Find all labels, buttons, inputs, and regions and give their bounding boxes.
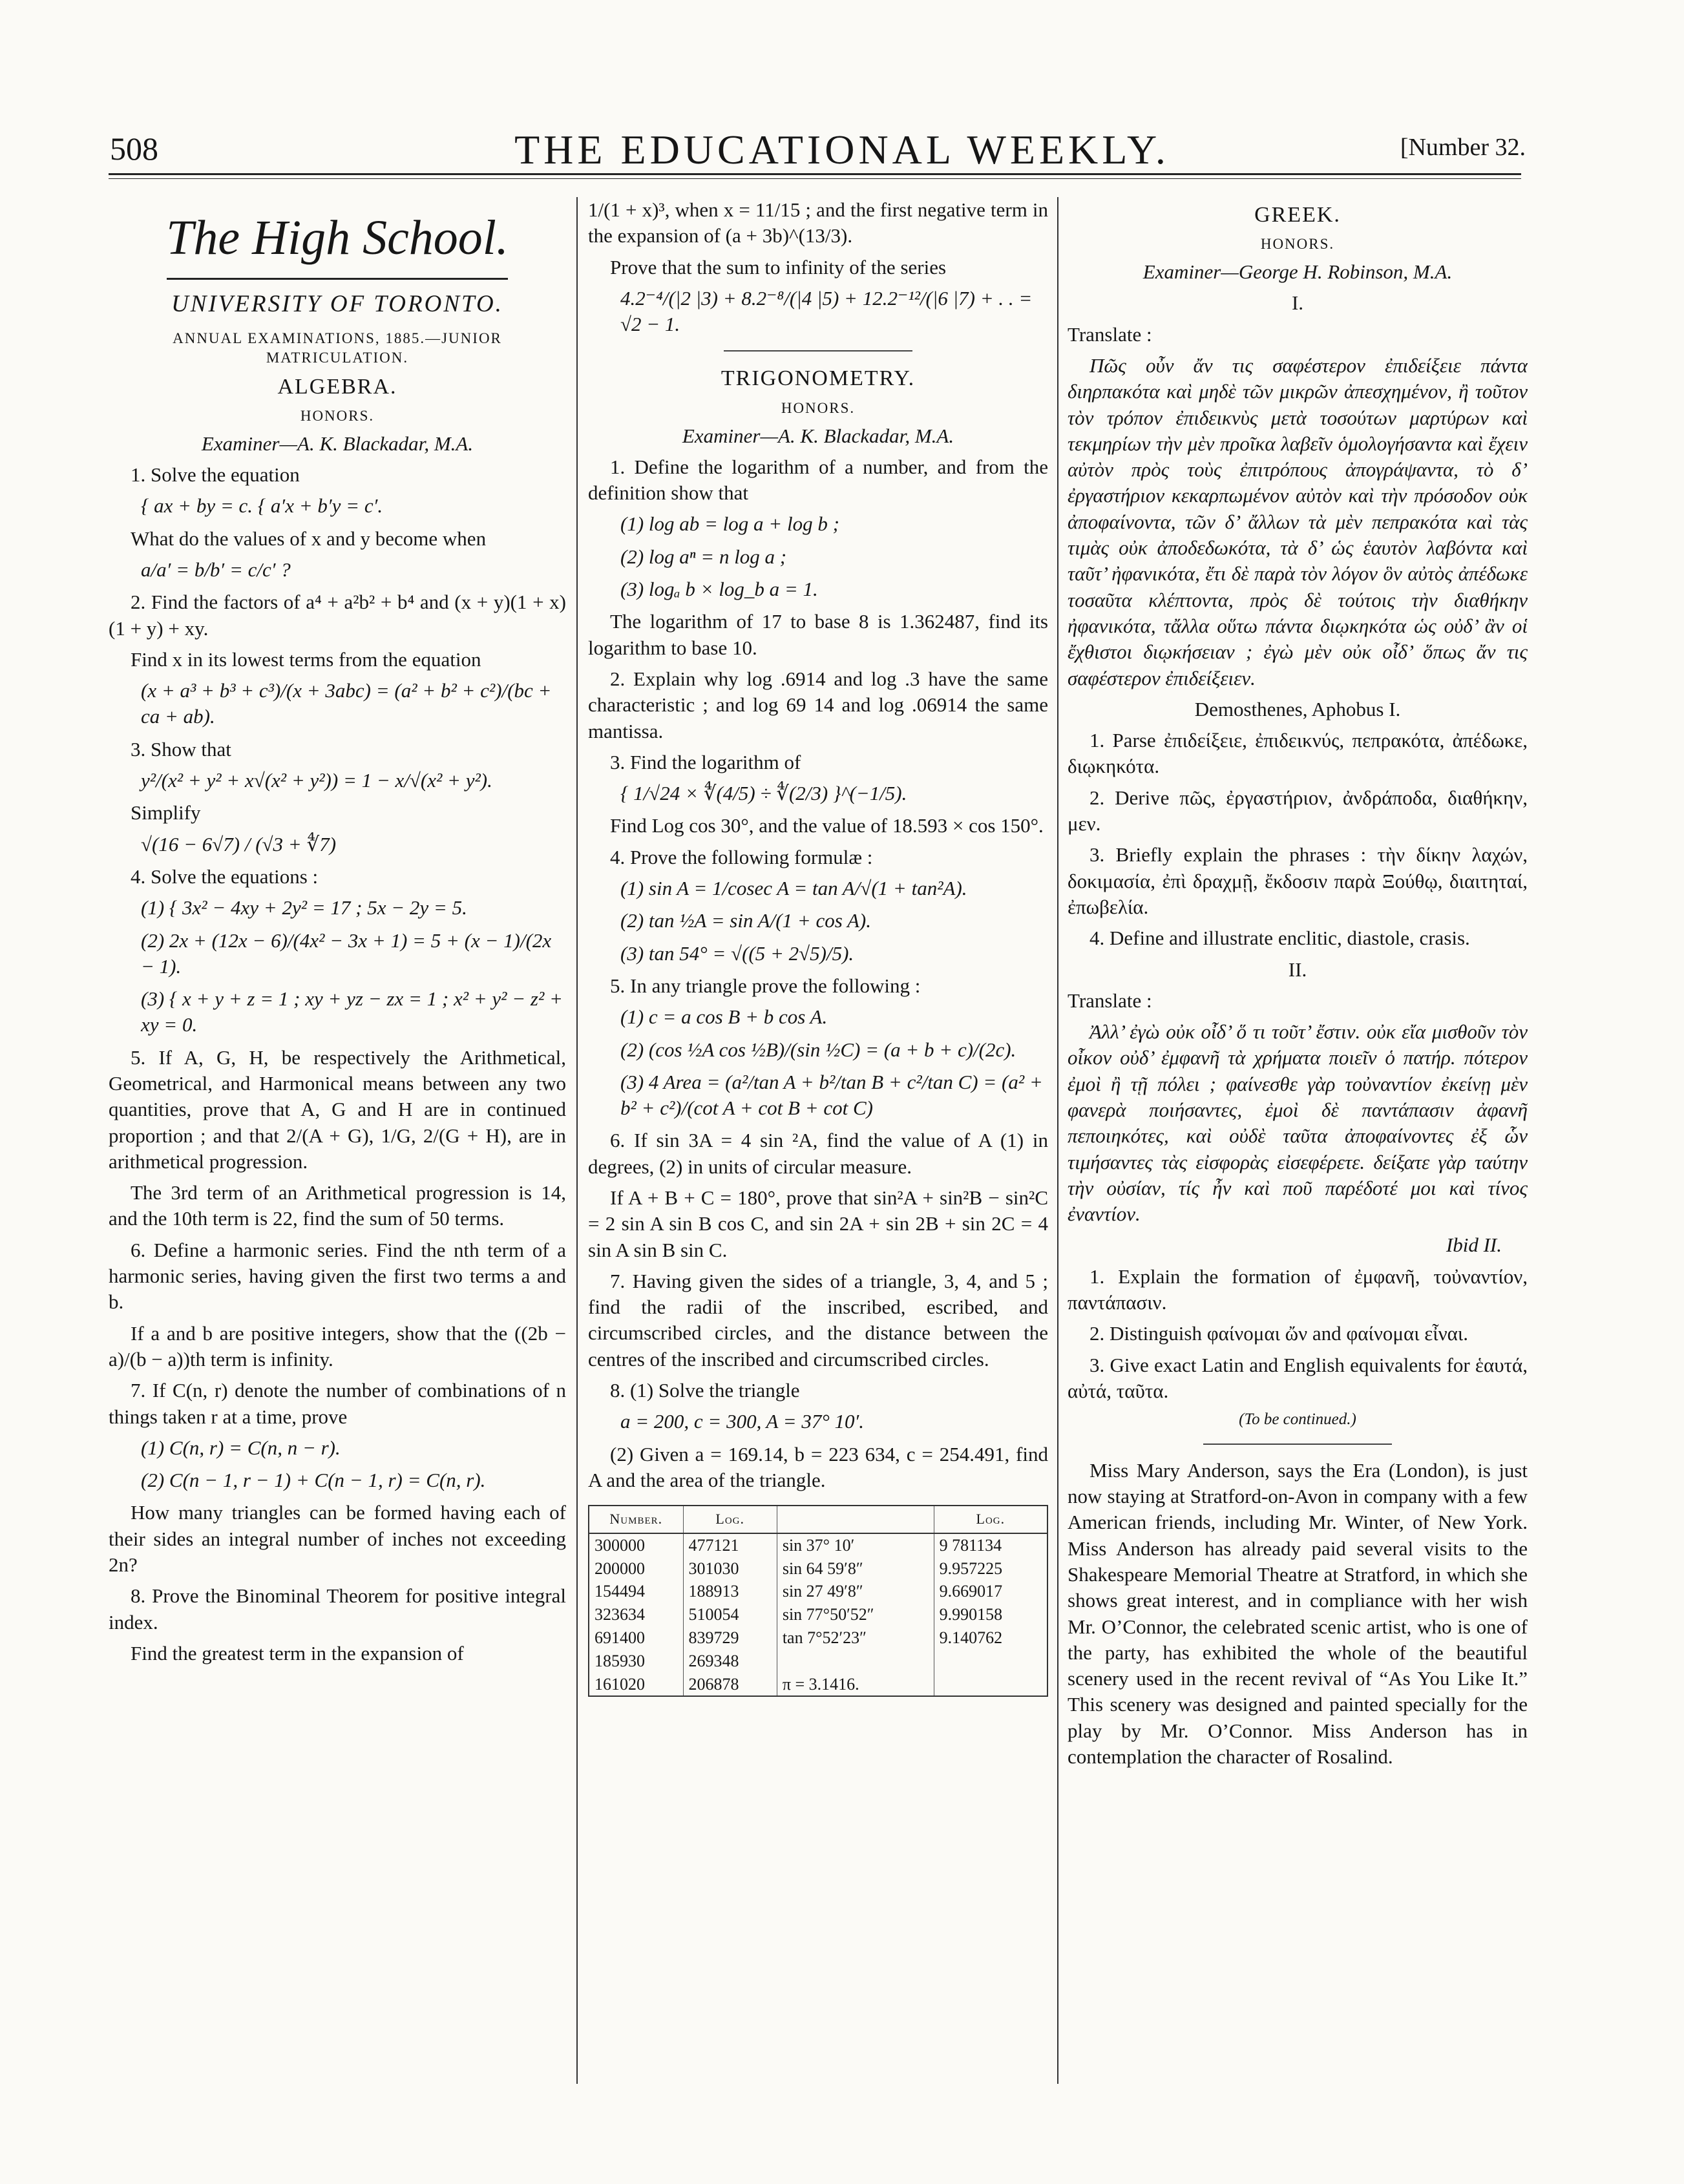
question: 6. Define a harmonic series. Find the nth term of a harmonic series, having given the first two terms a and b. — [109, 1238, 566, 1314]
journal-title: THE EDUCATIONAL WEEKLY. — [514, 127, 1170, 173]
table-cell: 9.957225 — [934, 1557, 1047, 1580]
instruction: Translate : — [1068, 989, 1152, 1012]
examiner: Examiner—George H. Robinson, M.A. — [1142, 260, 1453, 284]
question: 1. Explain the formation of ἐμφανῆ, τοὐναντίον, παντάπασιν. — [1068, 1265, 1528, 1314]
table-cell: 161020 — [589, 1673, 683, 1697]
question-text: The logarithm of 17 to base 8 is 1.362487, find its logarithm to base 10. — [588, 610, 1048, 659]
column-divider — [576, 197, 578, 2084]
table-row — [589, 1603, 1047, 1626]
equation: a/a′ = b/b′ = c/c′ ? — [141, 558, 291, 581]
divider — [724, 350, 912, 352]
equation: y²/(x² + y² + x√(x² + y²)) = 1 − x/√(x² + y²). — [141, 769, 492, 792]
question: 1. Parse ἐπιδείξειε, ἐπιδεικνύς, πεπρακότα, ἀπέδωκε, διῳκηκότα. — [1068, 729, 1528, 778]
part-number: II. — [1288, 958, 1307, 981]
news-paragraph: Miss Mary Anderson, says the Era (London), is just now staying at Stratford-on-Avon in company with a few American friends, including Mr. Winter, of New York. Miss Anderson has already paid several visits to the Shakespeare Memorial Theatre at Stratford, in which she shows great interest, and in compliance with her wish Mr. O’Connor, the celebrated scenic artist, who is one of the party, has exhibited the whole of the beautiful scenery used in the recent revival of “As You Like It.” This scenery was designed and painted specially for the play by Mr. O’Connor. Miss Anderson has in contemplation the character of Rosalind. — [1068, 1458, 1528, 1769]
column-algebra — [109, 197, 566, 2145]
equation: (3) { x + y + z = 1 ; xy + yz − zx = 1 ; x² + y² − z² + xy = 0. — [141, 987, 563, 1036]
question: 5. In any triangle prove the following : — [610, 974, 921, 997]
question: 7. If C(n, r) denote the number of combinations of n things taken r at a time, prove — [109, 1379, 566, 1428]
question: 3. Show that — [131, 737, 231, 761]
question: 8. (1) Solve the triangle — [610, 1379, 800, 1402]
table-row — [589, 1626, 1047, 1650]
question: 3. Briefly explain the phrases : τὴν δίκην λαχών, δοκιμασία, ἐπὶ δραχμῇ, ἔκδοσιν παρὰ Ξούθῳ, διαιτηταί, ἐπωβελία. — [1068, 843, 1528, 918]
subject-heading: GREEK. — [1254, 203, 1341, 227]
level-heading: HONORS. — [1260, 236, 1335, 253]
question-text: If A + B + C = 180°, prove that sin²A + sin²B − sin²C = 2 sin A sin B cos C, and sin 2A + sin 2B + sin 2C = 4 sin A sin B sin C. — [588, 1186, 1048, 1261]
question-text: How many triangles can be formed having each of their sides an integral number of inches not exceeding 2n? — [109, 1501, 566, 1577]
issue-number: [Number 32. — [1400, 134, 1526, 161]
section-title: The High School. — [166, 211, 509, 265]
greek-passage: Ἀλλ’ ἐγὼ οὐκ οἶδ’ ὅ τι τοῦτ’ ἔστιν. οὐκ εἴα μισθοῦν τὸν οἶκον οὐδ’ ἐμφανῆ τὰ χρήματα ποιεῖν ὁ πατήρ. πότερον ἐμοὶ ἢ τῇ πόλει ; φαίνεσθε γὰρ τοὐναντίον ἐκείνῃ μὲν φανερὰ ποιήσαντες, ἐμοὶ δὲ παντάπασιν ἀφανῆ πεποιηκότες, καὶ οὐδὲ ταῦτα ἀποφαίνοντες ἐξ ὧν τιμήσαντες τὰς εἰσφορὰς εἰσεφέρετε. δείξατε γὰρ ταύτην τὴν οὐσίαν, τίς ἦν καὶ ποῦ παρέδοτέ μοι καὶ τίνος ἐναντίον. — [1068, 1020, 1528, 1226]
table-cell: 9 781134 — [934, 1533, 1047, 1557]
instruction: Translate : — [1068, 322, 1152, 346]
column-trigonometry — [588, 197, 1048, 2145]
equation: (2) 2x + (12x − 6)/(4x² − 3x + 1) = 5 + (x − 1)/(2x − 1). — [141, 929, 552, 978]
exam-line: ANNUAL EXAMINATIONS, 1885.—JUNIOR MATRICULATION. — [173, 330, 502, 366]
table-cell — [777, 1650, 934, 1673]
question-continued: 1/(1 + x)³, when x = 11/15 ; and the first negative term in the expansion of (a + 3b)^(13/3). — [588, 198, 1048, 247]
question-text: What do the values of x and y become when — [131, 527, 487, 550]
table-cell: 510054 — [683, 1603, 777, 1626]
question: 4. Define and illustrate enclitic, diastole, crasis. — [1089, 927, 1470, 950]
table-cell: sin 37° 10′ — [777, 1533, 934, 1557]
equation: (2) log aⁿ = n log a ; — [620, 545, 787, 568]
question: 2. Explain why log .6914 and log .3 have the same characteristic ; and log 69 14 and log .06914 the same mantissa. — [588, 667, 1048, 742]
equation: (3) tan 54° = √((5 + 2√5)/5). — [620, 941, 854, 965]
table-cell: 9.990158 — [934, 1603, 1047, 1626]
question: 5. If A, G, H, be respectively the Arithmetical, Geometrical, and Harmonical means between any two quantities, prove that A, G and H are in continued proportion ; and that 2/(A + G), 1/G, 2/(G + H), are in arithmetical progression. — [109, 1045, 566, 1173]
question: 3. Find the logarithm of — [610, 750, 801, 773]
table-header: Number. — [589, 1506, 683, 1533]
equation: (3) 4 Area = (a²/tan A + b²/tan B + c²/tan C) = (a² + b² + c²)/(cot A + cot B + cot C) — [620, 1070, 1043, 1120]
logarithm-table — [588, 1505, 1048, 1697]
table-cell: sin 64 59′8″ — [777, 1557, 934, 1580]
page-number: 508 — [110, 131, 158, 167]
examiner: Examiner—A. K. Blackadar, M.A. — [682, 424, 954, 447]
page-header — [0, 115, 1684, 173]
question: 2. Find the factors of a⁴ + a²b² + b⁴ and (x + y)(1 + x)(1 + y) + xy. — [109, 591, 566, 640]
table-cell: sin 77°50′52″ — [777, 1603, 934, 1626]
question: 2. Distinguish φαίνομαι ὤν and φαίνομαι εἶναι. — [1089, 1322, 1468, 1345]
table-cell: 154494 — [589, 1580, 683, 1603]
table-header: Log. — [683, 1506, 777, 1533]
table-cell: 691400 — [589, 1626, 683, 1650]
column-greek — [1068, 197, 1528, 2145]
equation: (2) C(n − 1, r − 1) + C(n − 1, r) = C(n, r). — [141, 1469, 486, 1492]
divider — [1203, 1444, 1392, 1445]
subject-heading: ALGEBRA. — [277, 374, 397, 399]
table-cell: 206878 — [683, 1673, 777, 1697]
question: 7. Having given the sides of a triangle, 3, 4, and 5 ; find the radii of the inscribed, escribed, and circumscribed circles, and the distance between the centres of the inscribed and circumscribed circles. — [588, 1269, 1048, 1370]
header-rule-thin — [109, 178, 1521, 179]
greek-passage: Πῶς οὖν ἄν τις σαφέστερον ἐπιδείξειε πάντα διηρπακότα καὶ μηδὲ τῶν μικρῶν ἀπεσχημένον, ἢ τοῦτον τὸν τρόπον ἐπιδεικνὺς μετὰ τοσούτων μαρτύρων καὶ τεκμηρίων τὴν μὲν προῖκα λαβεῖν ὁμολογήσαντα καὶ ἔχειν αὐτὸν πρὸς τοὺς ἐπιτρόπους ἀπογράψαντα, τὸ δ’ ἐργαστήριον κεκαρπωμένον αὐτὸν καὶ τὴν πρόσοδον οὐκ ἀποφαίνοντα, τῶν δ’ ἄλλων τὰ μὲν πεπρακότα καὶ τὰς τιμὰς οὐκ ἀποδεδωκότα, τὰ δ’ ὡς ἑαυτὸν λαβόντα καὶ ταῦτ’ ἠφανικότα, ἔτι δὲ παρὰ τὸν λόγον ὃν αὐτὸς ἀπέδωκε τοσαῦτα κλέπτοντα, πρὸς δὲ τούτοις τὴν διαθήκην ἠφανικότα, τἄλλα οὕτω πάντα διῳκηκότα ὡς οὐδ’ ἂν οἱ ἔχθιστοι διῳκήσειαν ; ἐγὼ μὲν οὐκ οἶδ’ ὅπως ἄν τις σαφέστερον ἐπιδείξειεν. — [1068, 353, 1528, 689]
table-cell: 300000 — [589, 1533, 683, 1557]
divider — [167, 278, 508, 280]
question: 4. Prove the following formulæ : — [610, 845, 873, 868]
equation: { ax + by = c. { a′x + b′y = c′. — [141, 494, 383, 518]
table-cell: 269348 — [683, 1650, 777, 1673]
level-heading: HONORS. — [300, 407, 375, 424]
table-cell: tan 7°52′23″ — [777, 1626, 934, 1650]
university-heading: UNIVERSITY OF TORONTO. — [171, 290, 503, 317]
question-text: Prove that the sum to infinity of the series — [610, 255, 947, 278]
table-header: Log. — [934, 1506, 1047, 1533]
equation: a = 200, c = 300, A = 37° 10′. — [620, 1410, 865, 1433]
question: 6. If sin 3A = 4 sin ²A, find the value of A (1) in degrees, (2) in units of circular measure. — [588, 1129, 1048, 1178]
equation: (1) C(n, r) = C(n, n − r). — [141, 1436, 341, 1459]
equation: (1) log ab = log a + log b ; — [620, 512, 839, 536]
question: 8. Prove the Binominal Theorem for positive integral index. — [109, 1584, 566, 1633]
equation: 4.2⁻⁴/(|2 |3) + 8.2⁻⁸/(|4 |5) + 12.2⁻¹²/(|6 |7) + . . = √2 − 1. — [620, 286, 1033, 336]
table-row — [589, 1580, 1047, 1603]
table-cell: 9.140762 — [934, 1626, 1047, 1650]
equation: { 1/√24 × ∜(4/5) ÷ ∜(2/3) }^(−1/5). — [620, 782, 907, 805]
equation: (2) (cos ½A cos ½B)/(sin ½C) = (a + b + c)/(2c). — [620, 1038, 1016, 1061]
equation: (1) { 3x² − 4xy + 2y² = 17 ; 5x − 2y = 5. — [141, 896, 467, 919]
question-text: If a and b are positive integers, show that the ((2b − a)/(b − a))th term is infinity. — [109, 1321, 566, 1370]
passage-source: Demosthenes, Aphobus I. — [1194, 697, 1401, 720]
question-text: Find Log cos 30°, and the value of 18.593 × cos 150°. — [610, 814, 1044, 837]
question-text: (2) Given a = 169.14, b = 223 634, c = 254.491, find A and the area of the triangle. — [588, 1442, 1048, 1491]
table-cell: 185930 — [589, 1650, 683, 1673]
table-row — [589, 1650, 1047, 1673]
table-cell: 188913 — [683, 1580, 777, 1603]
equation: (1) sin A = 1/cosec A = tan A/√(1 + tan²A). — [620, 877, 967, 900]
column-divider — [1057, 197, 1058, 2084]
table-cell: 323634 — [589, 1603, 683, 1626]
level-heading: HONORS. — [781, 399, 856, 416]
table-cell: 839729 — [683, 1626, 777, 1650]
header-rule — [109, 173, 1521, 175]
table-row — [589, 1533, 1047, 1557]
table-header — [777, 1506, 934, 1533]
passage-source: Ibid II. — [1446, 1234, 1502, 1257]
table-body — [589, 1533, 1047, 1697]
question-text: Find x in its lowest terms from the equation — [131, 647, 481, 671]
table-cell — [934, 1673, 1047, 1697]
table-cell: 477121 — [683, 1533, 777, 1557]
equation: (1) c = a cos B + b cos A. — [620, 1005, 828, 1029]
continued-note: (To be continued.) — [1239, 1411, 1356, 1429]
table-row — [589, 1557, 1047, 1580]
equation: (x + a³ + b³ + c³)/(x + 3abc) = (a² + b² + c²)/(bc + ca + ab). — [141, 679, 552, 728]
table-cell: 200000 — [589, 1557, 683, 1580]
question: 1. Solve the equation — [131, 463, 300, 487]
table-row — [589, 1673, 1047, 1697]
question: 3. Give exact Latin and English equivalents for ἑαυτά, αὐτά, ταῦτα. — [1068, 1353, 1528, 1402]
question-text: Simplify — [131, 801, 201, 824]
question: 1. Define the logarithm of a number, and from the definition show that — [588, 455, 1048, 505]
table-cell: 301030 — [683, 1557, 777, 1580]
part-number: I. — [1291, 291, 1304, 315]
table-cell: π = 3.1416. — [777, 1673, 934, 1697]
subject-heading: TRIGONOMETRY. — [721, 366, 916, 391]
question-text: The 3rd term of an Arithmetical progression is 14, and the 10th term is 22, find the sum of 50 terms. — [109, 1181, 566, 1230]
equation: (3) logₐ b × log_b a = 1. — [620, 578, 818, 601]
equation: √(16 − 6√7) / (√3 + ∜7) — [141, 832, 337, 856]
table-cell: sin 27 49′8″ — [777, 1580, 934, 1603]
question: 2. Derive πῶς, ἐργαστήριον, ἀνδράποδα, διαθήκην, μεν. — [1068, 786, 1528, 835]
table-cell: 9.669017 — [934, 1580, 1047, 1603]
table-cell — [934, 1650, 1047, 1673]
equation: (2) tan ½A = sin A/(1 + cos A). — [620, 909, 871, 932]
question-text: Find the greatest term in the expansion of — [131, 1641, 464, 1664]
examiner: Examiner—A. K. Blackadar, M.A. — [201, 432, 474, 455]
question: 4. Solve the equations : — [131, 865, 319, 888]
